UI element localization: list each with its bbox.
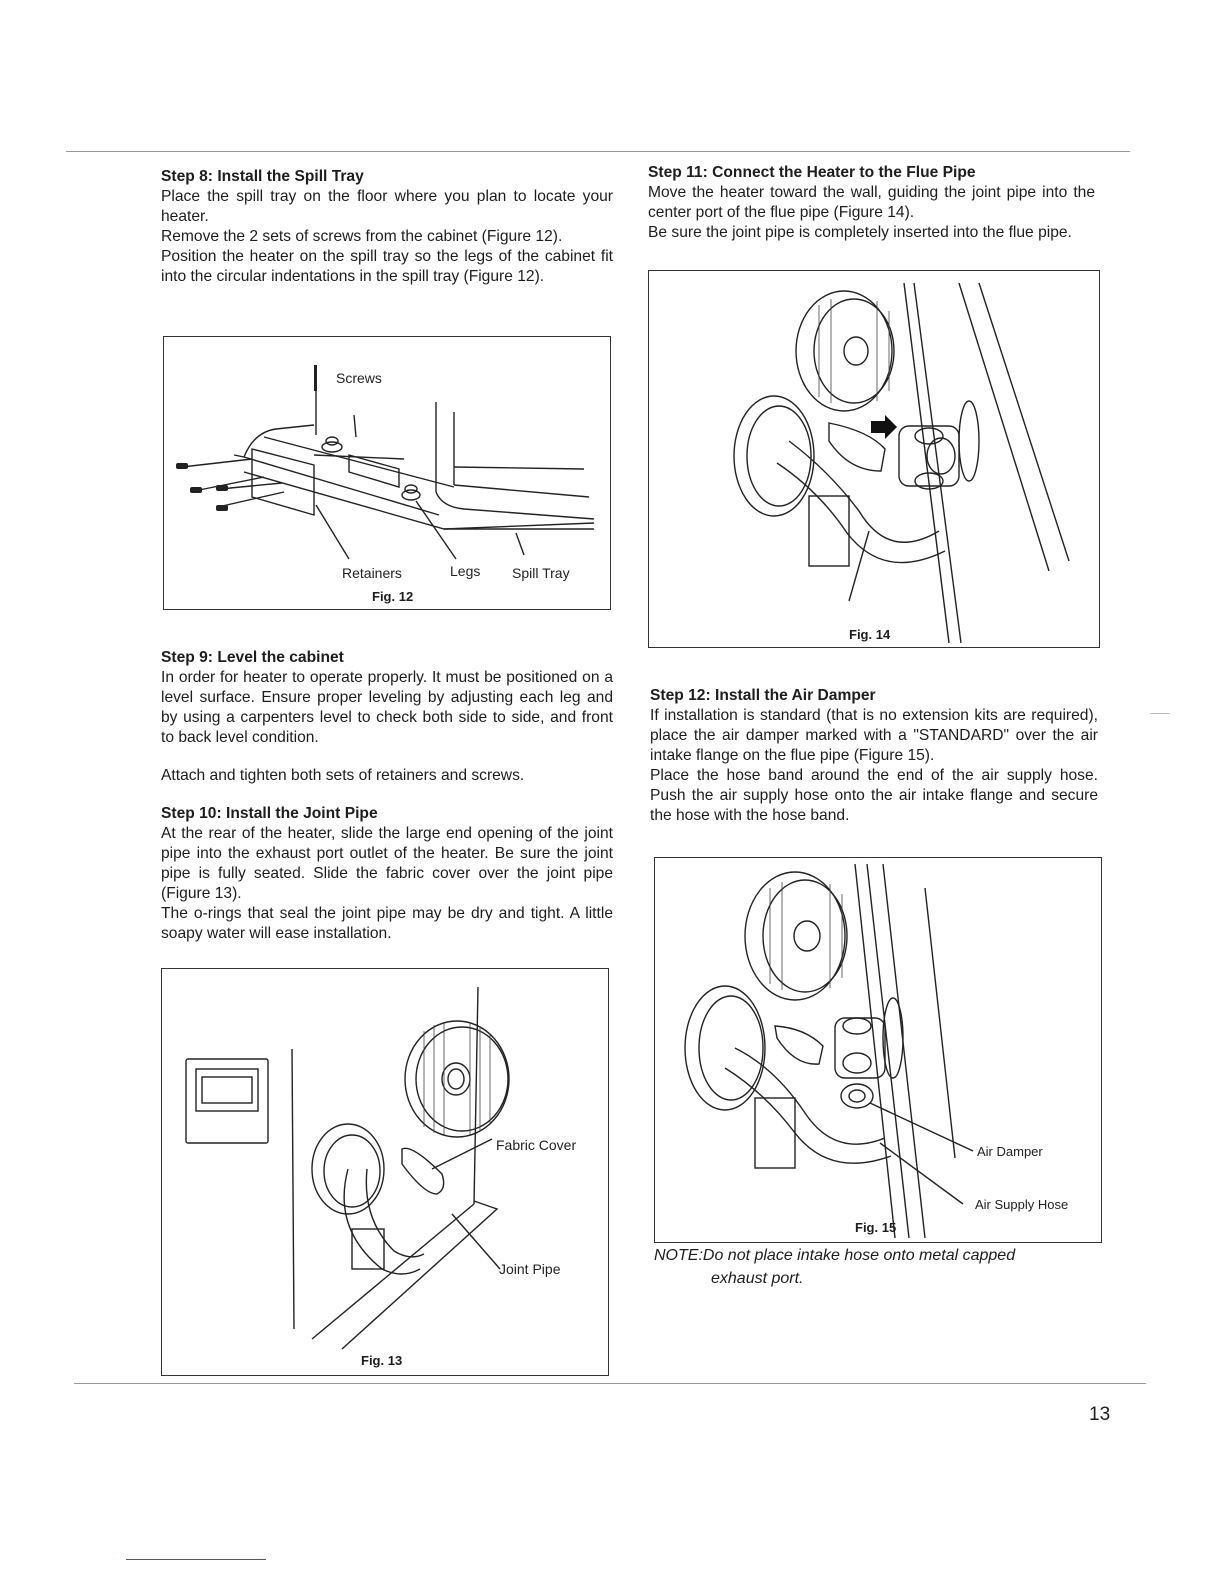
note-line-2: exhaust port. <box>711 1270 804 1287</box>
figure-12 <box>163 336 611 610</box>
step-8-paragraph-1: Place the spill tray on the floor where you plan to locate your heater. <box>161 188 613 225</box>
label-spill-tray: Spill Tray <box>512 565 570 581</box>
label-air-supply-hose: Air Supply Hose <box>975 1197 1069 1212</box>
label-air-damper: Air Damper <box>977 1144 1043 1159</box>
step-12-paragraph-2: Place the hose band around the end of the air supply hose. Push the air supply hose onto the air intake flange and secure the hose with the hose band. <box>650 767 1098 824</box>
label-joint-pipe: Joint Pipe <box>499 1261 561 1277</box>
label-legs: Legs <box>450 563 481 579</box>
label-retainers: Retainers <box>342 565 402 581</box>
step-10-paragraph-1: At the rear of the heater, slide the large end opening of the joint pipe into the exhaust port outlet of the heater. Be sure the joint pipe is fully seated. Slide the fabric cover over the joint pipe (Figure 13). <box>161 825 613 902</box>
figure-12-caption: Fig. 12 <box>372 589 414 604</box>
step-12-paragraph-1: If installation is standard (that is no extension kits are required), place the air damper marked with a "STANDARD" over the air intake flange on the flue pipe (Figure 15). <box>650 707 1098 764</box>
step-11-title: Step 11: Connect the Heater to the Flue Pipe <box>648 164 976 181</box>
step-9-paragraph-2: Attach and tighten both sets of retainers and screws. <box>161 767 525 784</box>
step-8-title: Step 8: Install the Spill Tray <box>161 168 364 185</box>
figure-14 <box>648 270 1100 648</box>
footer-mark <box>126 1559 266 1560</box>
top-rule <box>66 151 1130 152</box>
flue-pipe-connection-illustration <box>649 271 1099 647</box>
figure-15 <box>654 857 1102 1243</box>
step-11-paragraph-2: Be sure the joint pipe is completely inserted into the flue pipe. <box>648 224 1072 241</box>
figure-13 <box>161 968 609 1376</box>
figure-15-caption: Fig. 15 <box>855 1220 897 1235</box>
note-line-1: NOTE:Do not place intake hose onto metal capped <box>654 1247 1016 1264</box>
step-11-section <box>648 163 1095 243</box>
label-fabric-cover: Fabric Cover <box>496 1137 577 1153</box>
bottom-rule <box>74 1383 1146 1384</box>
step-8-paragraph-3: Position the heater on the spill tray so the legs of the cabinet fit into the circular indentations in the spill tray (Figure 12). <box>161 248 613 285</box>
step-9-title: Step 9: Level the cabinet <box>161 649 344 666</box>
figure-13-caption: Fig. 13 <box>361 1353 403 1368</box>
step-12-section <box>650 686 1098 826</box>
step-9-section <box>161 648 613 944</box>
margin-mark <box>1150 713 1170 714</box>
air-damper-illustration <box>655 858 1101 1242</box>
step-10-paragraph-2: The o-rings that seal the joint pipe may be dry and tight. A little soapy water will ease installation. <box>161 905 613 942</box>
page-number: 13 <box>1089 1404 1111 1425</box>
step-10-title: Step 10: Install the Joint Pipe <box>161 805 378 822</box>
joint-pipe-illustration <box>162 969 608 1375</box>
step-8-section <box>161 167 613 287</box>
step-11-paragraph-1: Move the heater toward the wall, guiding the joint pipe into the center port of the flue pipe (Figure 14). <box>648 184 1095 221</box>
step-8-paragraph-2: Remove the 2 sets of screws from the cabinet (Figure 12). <box>161 228 563 245</box>
step-12-title: Step 12: Install the Air Damper <box>650 687 876 704</box>
figure-14-caption: Fig. 14 <box>849 627 891 642</box>
direction-arrow-icon <box>871 415 897 439</box>
step-9-paragraph-1: In order for heater to operate properly. It must be positioned on a level surface. Ensure proper leveling by adjusting each leg and by using a carpenters level to check both side to side, and front to back level condition. <box>161 669 613 746</box>
label-screws: Screws <box>336 370 382 386</box>
